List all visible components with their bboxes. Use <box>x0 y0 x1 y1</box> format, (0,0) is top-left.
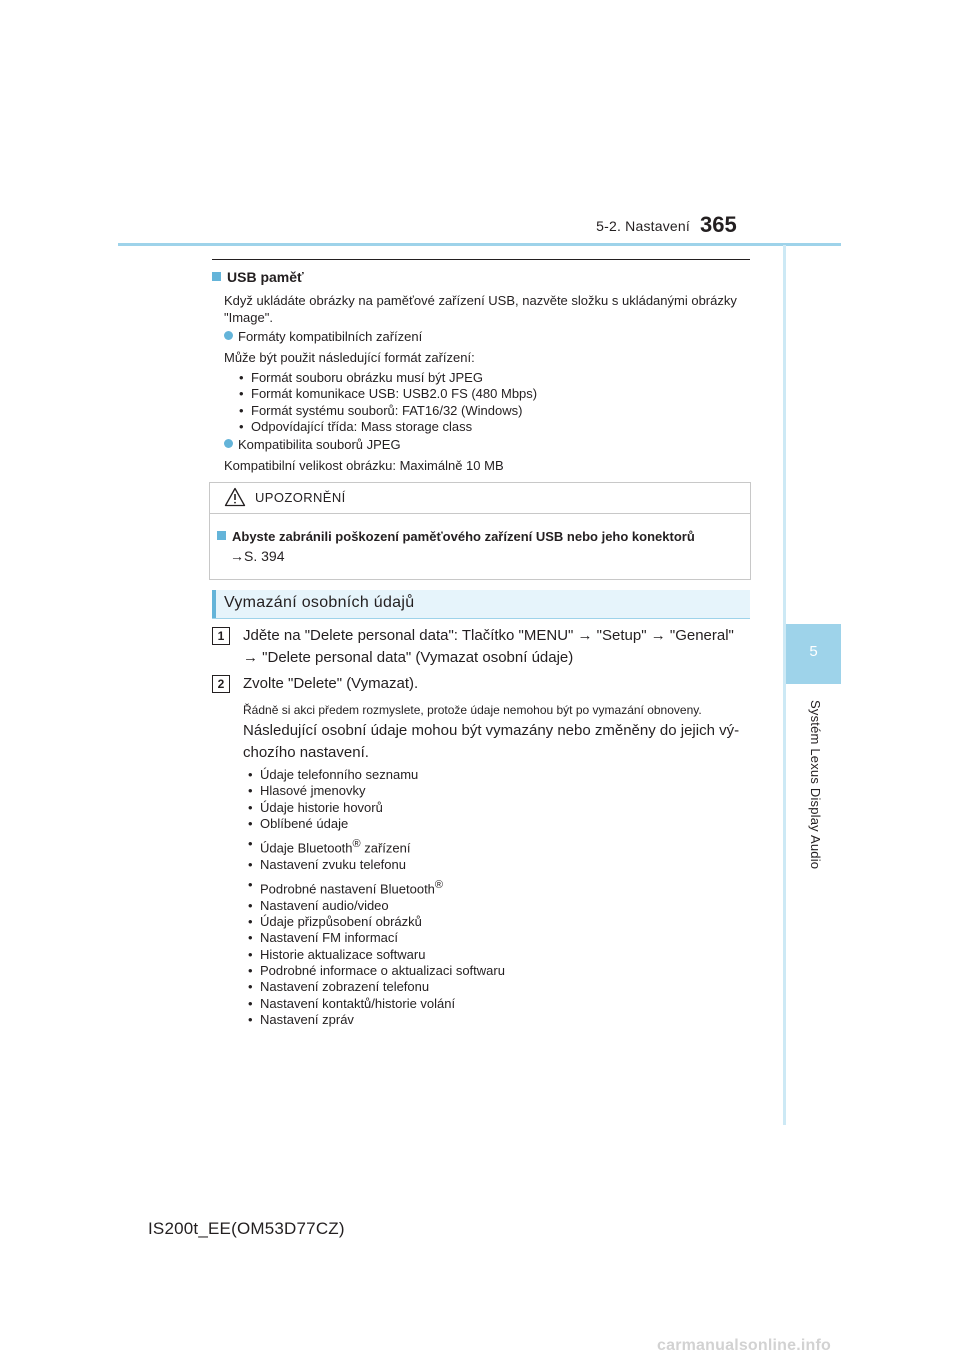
lead-line-2: chozího nastavení. <box>243 744 369 761</box>
list-item: • Nastavení zobrazení telefonu <box>248 979 748 995</box>
bluetooth-detail-label: Podrobné nastavení Bluetooth <box>260 881 435 897</box>
step-number-1: 1 <box>212 627 230 645</box>
registered-mark: ® <box>352 838 361 851</box>
list-item: • Oblíbené údaje <box>248 816 748 832</box>
content-top-rule <box>212 259 750 260</box>
step-2-text: Zvolte "Delete" (Vymazat). <box>243 675 419 692</box>
formats-heading <box>224 328 422 345</box>
caution-title: UPOZORNĚNÍ <box>255 490 346 505</box>
step-1-text <box>243 625 750 669</box>
footer-code: IS200t_EE(OM53D77CZ) <box>148 1219 345 1238</box>
chapter-title-vertical: Systém Lexus Display Audio <box>808 700 823 870</box>
list-item: • Nastavení FM informací <box>248 930 748 946</box>
list-item: • Údaje telefonního seznamu <box>248 767 748 783</box>
caution-item-text: Abyste zabránili poškození paměťového zařízení USB nebo jeho konektorů <box>232 529 695 544</box>
registered-mark: ® <box>434 879 444 892</box>
caution-ref-link[interactable]: S. 394 <box>244 548 285 564</box>
list-item: • Nastavení audio/video <box>248 898 748 914</box>
step-number-2: 2 <box>212 675 230 693</box>
usb-heading-text: USB paměť <box>227 269 304 285</box>
header-section-title: 5-2. Nastavení <box>596 218 690 234</box>
section-title-bar <box>212 590 750 618</box>
caution-item <box>217 529 695 544</box>
chapter-tab: 5 <box>786 624 841 684</box>
list-item: • Podrobné informace o aktualizaci softwaru <box>248 963 748 979</box>
list-item: • Formát komunikace USB: USB2.0 FS (480 Mbps) <box>239 386 739 402</box>
list-item: • Odpovídající třída: Mass storage class <box>239 419 739 435</box>
page-number: 365 <box>700 212 737 237</box>
usb-heading <box>212 268 304 286</box>
header-rule <box>118 243 841 246</box>
personal-data-lead <box>243 720 750 764</box>
caution-box <box>209 482 751 580</box>
list-item: • Historie aktualizace softwaru <box>248 947 748 963</box>
formats-lead: Může být použit následující formát zařízení: <box>224 350 475 365</box>
personal-data-list <box>248 767 748 1028</box>
list-item: • Formát systému souborů: FAT16/32 (Windows) <box>239 403 739 419</box>
list-item <box>248 836 748 857</box>
jpeg-text: Kompatibilní velikost obrázku: Maximálně 10 MB <box>224 458 504 473</box>
dot-bullet-icon <box>224 331 233 340</box>
bluetooth-device-label: Údaje Bluetooth <box>260 840 353 856</box>
list-item: • Nastavení zpráv <box>248 1012 748 1028</box>
caution-ref <box>230 548 284 564</box>
jpeg-heading <box>224 436 401 453</box>
usb-intro: Když ukládáte obrázky na paměťové zařízení USB, nazvěte složku s ukládanými obrázky "Image". <box>224 293 737 325</box>
step-note: Řádně si akci předem rozmyslete, protože údaje nemohou být po vymazání obnoveny. <box>243 703 702 717</box>
lead-line-1: Následující osobní údaje mohou být vymazány nebo změněny do jejich vý- <box>243 722 740 739</box>
formats-list <box>239 370 739 435</box>
list-item: • Hlasové jmenovky <box>248 783 748 799</box>
step-1-line-1: Jděte na "Delete personal data": Tlačítko "MENU" → "Setup" → "General" <box>243 627 734 644</box>
side-strip <box>783 245 841 1125</box>
section-underline <box>212 618 750 619</box>
warning-triangle-icon <box>224 487 246 507</box>
square-bullet-icon <box>212 272 221 281</box>
square-bullet-icon <box>217 531 226 540</box>
list-item <box>248 877 748 898</box>
dot-bullet-icon <box>224 439 233 448</box>
jpeg-heading-text: Kompatibilita souborů JPEG <box>238 437 401 452</box>
caution-header <box>210 483 750 514</box>
section-title: Vymazání osobních údajů <box>224 594 415 611</box>
watermark: carmanualsonline.info <box>657 1337 832 1354</box>
bluetooth-device-suffix: zařízení <box>360 840 411 856</box>
list-item: • Nastavení zvuku telefonu <box>248 857 748 873</box>
list-item: • Nastavení kontaktů/historie volání <box>248 996 748 1012</box>
list-item: • Údaje historie hovorů <box>248 800 748 816</box>
arrow-right-icon: → <box>230 548 244 564</box>
step-1-line-2: → "Delete personal data" (Vymazat osobní údaje) <box>243 649 574 666</box>
list-item: • Údaje přizpůsobení obrázků <box>248 914 748 930</box>
formats-heading-text: Formáty kompatibilních zařízení <box>238 329 423 344</box>
list-item: • Formát souboru obrázku musí být JPEG <box>239 370 739 386</box>
